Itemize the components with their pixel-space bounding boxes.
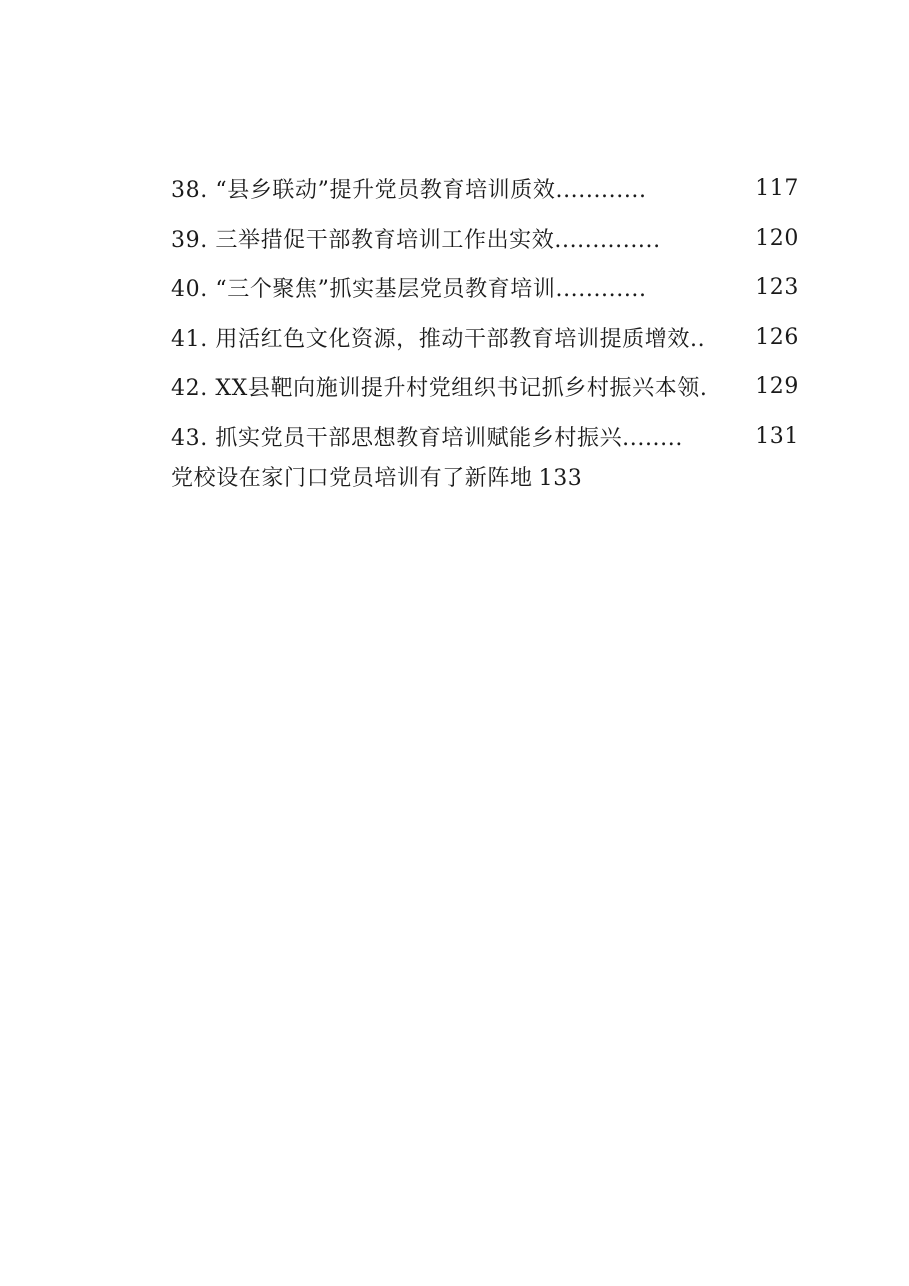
toc-entry-page: 131: [755, 423, 799, 449]
toc-entry-text: 42. XX县靶向施训提升村党组织书记抓乡村振兴本领.: [171, 376, 708, 402]
toc-entry-page: 126: [755, 324, 799, 350]
toc-entry-page: 133: [538, 466, 583, 491]
toc-entry-page: 120: [755, 225, 799, 251]
toc-entry-text: 43. 抓实党员干部思想教育培训赋能乡村振兴........: [171, 425, 683, 451]
toc-entry-43[interactable]: [171, 412, 799, 462]
toc-entry-39[interactable]: [171, 214, 799, 264]
toc-entry-38[interactable]: [171, 164, 799, 214]
toc-entry-42[interactable]: [171, 362, 799, 412]
toc-entry-final[interactable]: [171, 461, 799, 511]
toc-entry-page: 117: [755, 176, 799, 202]
toc-entry-41[interactable]: [171, 313, 799, 363]
table-of-contents: [171, 164, 799, 511]
toc-entry-text: 38. “县乡联动”提升党员教育培训质效............: [171, 178, 647, 204]
toc-entry-text: 39. 三举措促干部教育培训工作出实效..............: [171, 227, 661, 253]
toc-entry-text: 40. “三个聚焦”抓实基层党员教育培训............: [171, 277, 647, 303]
toc-entry-text: 党校设在家门口党员培训有了新阵地: [171, 466, 533, 491]
toc-entry-40[interactable]: [171, 263, 799, 313]
toc-entry-text: 41. 用活红色文化资源，推动干部教育培训提质增效..: [171, 326, 706, 352]
toc-entry-page: 123: [755, 275, 799, 301]
toc-entry-page: 129: [755, 374, 799, 400]
